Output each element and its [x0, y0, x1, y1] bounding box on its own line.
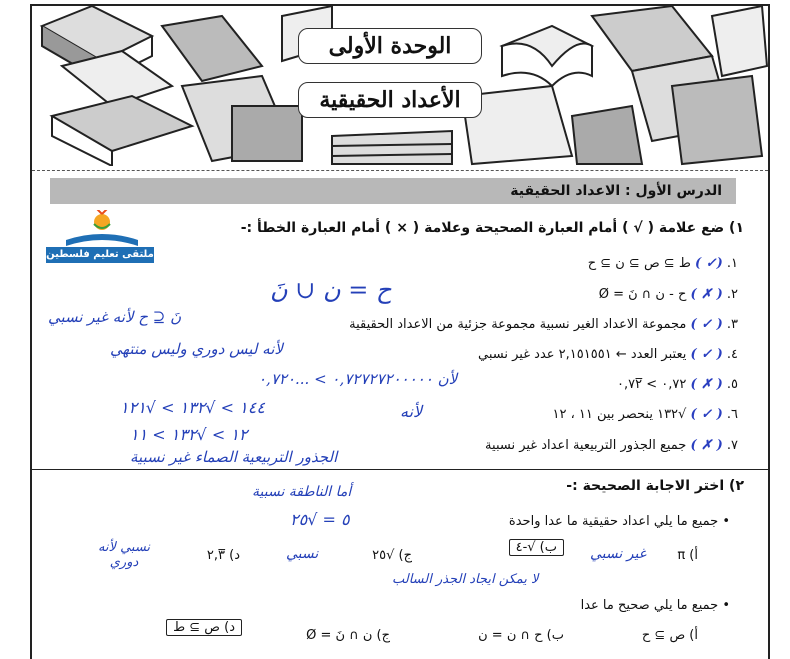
q1-item-4 — [478, 347, 738, 362]
answer-mark: ( ✓ ) — [690, 347, 723, 362]
handwritten-note: لا يمكن ايجاد الجذر السالب — [392, 572, 539, 587]
item-number: ٦. — [726, 407, 738, 422]
option-1d[interactable]: د) ٢,٣̅ — [206, 548, 240, 563]
handwritten-note: لأنه ليس دوري وليس منتهي — [110, 340, 283, 358]
handwritten-note: نسبي — [286, 546, 319, 562]
answer-mark: ( ✗ ) — [690, 287, 723, 302]
logo-text: ملتقى تعليم فلسطين — [46, 247, 154, 263]
q1-item-5 — [617, 377, 738, 392]
question-2-heading: ٢) اختر الاجابة الصحيحة :- — [566, 478, 744, 494]
answer-mark: ( ✗ ) — [690, 438, 723, 453]
q2-bullet-2: • جميع ما يلي صحيح ما عدا — [580, 598, 730, 613]
unit-title: الوحدة الأولى — [298, 28, 482, 64]
handwritten-note: ح = ن ∪ نَ — [270, 276, 392, 304]
lesson-title-bar: الدرس الأول : الاعداد الحقيقية — [50, 178, 736, 204]
divider — [32, 170, 768, 171]
handwritten-note: نَ ⊆ ح لأنه غير نسبي — [48, 308, 182, 326]
q1-item-1 — [588, 256, 738, 271]
option-1b[interactable] — [509, 540, 564, 555]
bullet-text: جميع ما يلي اعداد حقيقية ما عدا واحدة — [508, 514, 719, 529]
unit-subtitle: الأعداد الحقيقية — [298, 82, 482, 118]
handwritten-note: أما الناطقة نسبية — [252, 484, 352, 500]
q1-item-3 — [349, 317, 738, 332]
divider — [32, 469, 768, 470]
item-number: ٢. — [726, 287, 738, 302]
q1-item-6 — [552, 407, 738, 422]
option-1c[interactable]: ج) √٢٥ — [372, 548, 412, 563]
handwritten-note: ١٢ > √١٣٢ > ١١ — [130, 425, 248, 444]
answer-mark: (✓ ) — [695, 256, 723, 271]
item-text: ح - ن ∩ نَ = Ø — [598, 287, 687, 302]
answer-box: ب) √-٤ — [509, 539, 564, 556]
handwritten-note: ١٤٤ > √١٣٢ > √١٢١ — [120, 398, 265, 417]
handwritten-note: ٥ = √٢٥ — [290, 510, 350, 529]
q1-item-2 — [599, 287, 738, 302]
item-text: ط ⊇ ص ⊇ ن ⊇ ح — [587, 256, 691, 271]
handwritten-note: نسبي لأنه دوري — [97, 540, 151, 570]
item-text: ٠,٧٢ > ٠,٧٢̅ — [616, 377, 687, 392]
option-2b[interactable]: ب) ح ∩ ن = ن — [478, 628, 564, 643]
item-number: ١. — [726, 256, 738, 271]
handwritten-note: لأن ٠,٧٢٧٢٧٢٠٠٠٠٠ > ...٠,٧٢٠ — [258, 370, 458, 388]
item-number: ٧. — [726, 438, 738, 453]
item-text: جميع الجذور التربيعية اعداد غير نسبية — [485, 438, 687, 453]
handwritten-note: لأنه — [400, 402, 423, 421]
item-text: مجموعة الاعداد الغير نسبية مجموعة جزئية من الاعداد الحقيقية — [349, 317, 687, 332]
handwritten-note: غير نسبي — [590, 546, 646, 562]
handwritten-note: الجذور التربيعية الصماء غير نسبية — [130, 448, 338, 466]
item-text: يعتبر العدد ← ٢,١٥١٥٥١ عدد غير نسبي — [478, 347, 687, 362]
answer-mark: ( ✓ ) — [690, 407, 723, 422]
item-text: √١٣٢ ينحصر بين ١١ ، ١٢ — [552, 407, 687, 422]
item-number: ٣. — [726, 317, 738, 332]
option-2a[interactable]: أ) ص ⊇ ح — [641, 628, 698, 643]
logo-icon — [56, 210, 148, 250]
item-number: ٤. — [726, 347, 738, 362]
q1-item-7 — [485, 438, 738, 453]
option-1a[interactable]: أ) π — [677, 548, 698, 563]
answer-mark: ( ✗ ) — [690, 377, 723, 392]
answer-box: د) ص ⊇ ط — [166, 619, 242, 636]
bullet-text: جميع ما يلي صحيح ما عدا — [580, 598, 719, 613]
q2-bullet-1: • جميع ما يلي اعداد حقيقية ما عدا واحدة — [508, 514, 730, 529]
item-number: ٥. — [726, 377, 738, 392]
option-2d[interactable] — [166, 620, 242, 635]
option-2c[interactable]: ج) ن ∩ نَ = Ø — [306, 628, 390, 643]
answer-mark: ( ✓ ) — [690, 317, 723, 332]
question-1-heading: ١) ضع علامة ( √ ) أمام العبارة الصحيحة وعلامة ( × ) أمام العبارة الخطأ :- — [240, 220, 744, 236]
